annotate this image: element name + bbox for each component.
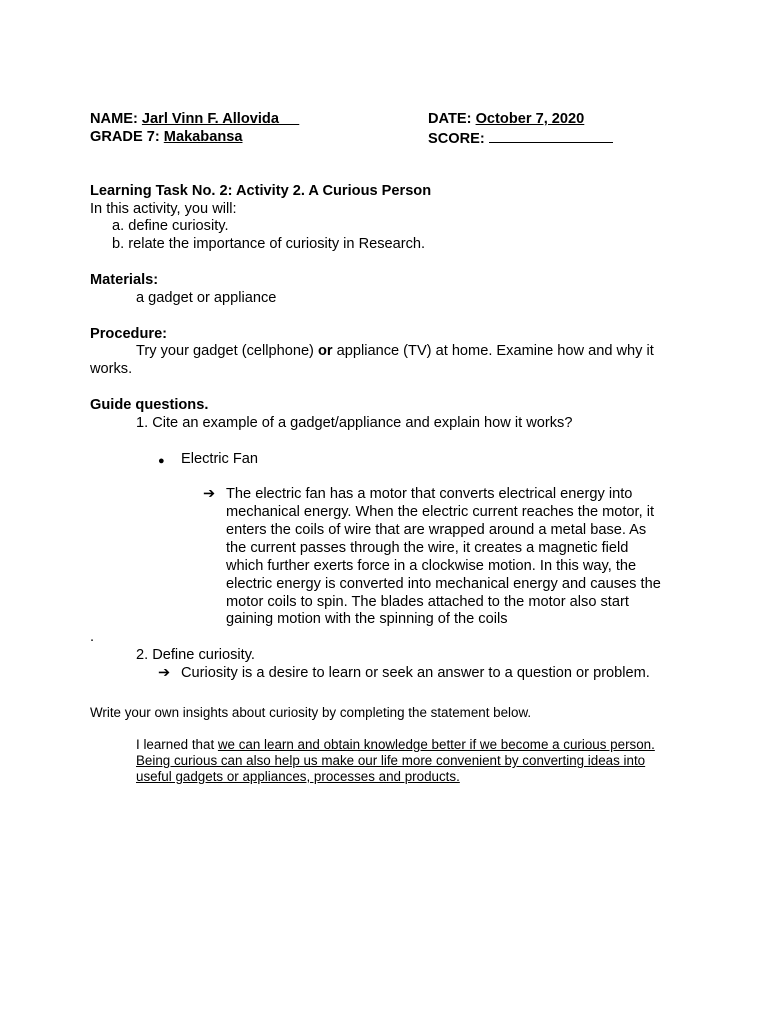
guide-heading: Guide questions. — [90, 397, 209, 413]
arrow-right-icon: ➔ — [203, 486, 216, 502]
question-2: 2. Define curiosity. — [136, 647, 255, 663]
procedure-heading: Procedure: — [90, 326, 168, 342]
insights-answer: we can learn and obtain knowledge better if we become a curious person. — [217, 737, 655, 752]
insights-lead: I learned that — [136, 737, 218, 752]
objective-b: b. relate the importance of curiosity in Research. — [112, 236, 426, 252]
task-number: Learning Task No. 2 — [90, 183, 228, 199]
bullet-dot-icon: ● — [158, 455, 165, 467]
procedure-line-2: works. — [90, 361, 133, 377]
insights-line-3: useful gadgets or appliances, processes and products. — [136, 769, 460, 784]
name-label: NAME: — [90, 111, 138, 127]
date-value: October 7, 2020 — [475, 111, 585, 127]
answer-1-line: mechanical energy. When the electric current reaches the motor, it — [226, 504, 655, 520]
example-label: Electric Fan — [181, 451, 259, 467]
objective-a: a. define curiosity. — [112, 218, 229, 234]
task-intro: In this activity, you will: — [90, 201, 237, 217]
stray-period: . — [90, 629, 95, 645]
score-line — [428, 129, 613, 149]
date-label: DATE: — [428, 111, 472, 127]
procedure-line-1: Try your gadget (cellphone) or appliance (TV) at home. Examine how and why it — [136, 343, 654, 359]
arrow-right-icon: ➔ — [158, 665, 171, 681]
grade-value: Makabansa — [163, 129, 243, 145]
answer-2: Curiosity is a desire to learn or seek an answer to a question or problem. — [181, 665, 650, 681]
date-line — [428, 111, 584, 129]
materials-heading: Materials: — [90, 272, 159, 288]
answer-1-line: enters the coils of wire that are wrapped around a metal base. As — [226, 522, 647, 538]
task-activity: : Activity 2. A Curious Person — [227, 183, 432, 199]
score-blank — [489, 129, 613, 143]
grade-label: GRADE 7: — [90, 129, 160, 145]
answer-1-line: gaining motion with the spinning of the coils — [226, 611, 508, 627]
answer-1-line: The electric fan has a motor that converts electrical energy into — [226, 486, 633, 502]
answer-1-line: the current passes through the wire, it creates a magnetic field — [226, 540, 629, 556]
insights-line-1 — [136, 737, 655, 753]
grade-line — [90, 129, 242, 147]
name-line — [90, 111, 299, 129]
answer-1-line: motor coils to spin. The blades attached to the motor also start — [226, 594, 629, 610]
answer-1-line: electric energy is converted into mechanical energy and causes the — [226, 576, 661, 592]
score-label: SCORE: — [428, 131, 485, 147]
answer-1-line: which further exerts force in a clockwise motion. In this way, the — [226, 558, 637, 574]
name-value: Jarl Vinn F. Allovida — [141, 111, 279, 127]
insights-instruction: Write your own insights about curiosity by completing the statement below. — [90, 705, 532, 720]
insights-line-2: Being curious can also help us make our life more convenient by converting ideas into — [136, 753, 646, 768]
question-1: 1. Cite an example of a gadget/appliance and explain how it works? — [136, 415, 573, 431]
task-title — [90, 183, 431, 201]
materials-item: a gadget or appliance — [136, 290, 277, 306]
